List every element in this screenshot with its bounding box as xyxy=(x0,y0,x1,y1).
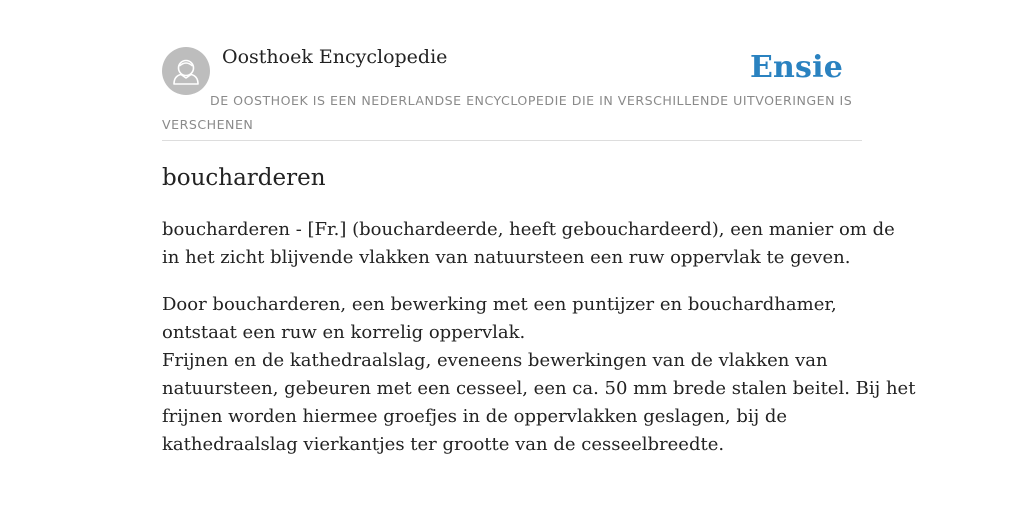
article-container xyxy=(162,44,916,455)
paragraph-line: Door boucharderen, een bewerking met een puntijzer en bouchardhamer, xyxy=(162,294,837,315)
paragraph-line: frijnen worden hiermee groefjes in de oppervlakken geslagen, bij de xyxy=(162,406,788,427)
source-header xyxy=(162,44,862,141)
paragraph-line: ontstaat een ruw en korrelig oppervlak. xyxy=(162,322,526,343)
paragraph-line: in het zicht blijvende vlakken van natuursteen een ruw oppervlak te geven. xyxy=(162,247,851,268)
paragraph-line: kathedraalslag vierkantjes ter grootte van de cesseelbreedte. xyxy=(162,434,725,455)
entry-paragraph-1 xyxy=(162,216,895,272)
avatar[interactable] xyxy=(162,47,210,95)
entry-paragraph-2 xyxy=(162,291,916,459)
source-title[interactable]: Oosthoek Encyclopedie xyxy=(222,46,448,68)
user-icon xyxy=(162,47,210,95)
source-description: DE OOSTHOEK IS EEN NEDERLANDSE ENCYCLOPEDIE DIE IN VERSCHILLENDE UITVOERINGEN IS VERSCHENEN xyxy=(162,93,853,132)
paragraph-line: Frijnen en de kathedraalslag, eveneens bewerkingen van de vlakken van xyxy=(162,350,828,371)
ensie-logo[interactable]: Ensie xyxy=(749,50,843,85)
entry-title: boucharderen xyxy=(162,165,326,191)
paragraph-line: boucharderen - [Fr.] (bouchardeerde, heeft gebouchardeerd), een manier om de xyxy=(162,219,895,240)
paragraph-line: natuursteen, gebeuren met een cesseel, een ca. 50 mm brede stalen beitel. Bij het xyxy=(162,378,916,399)
